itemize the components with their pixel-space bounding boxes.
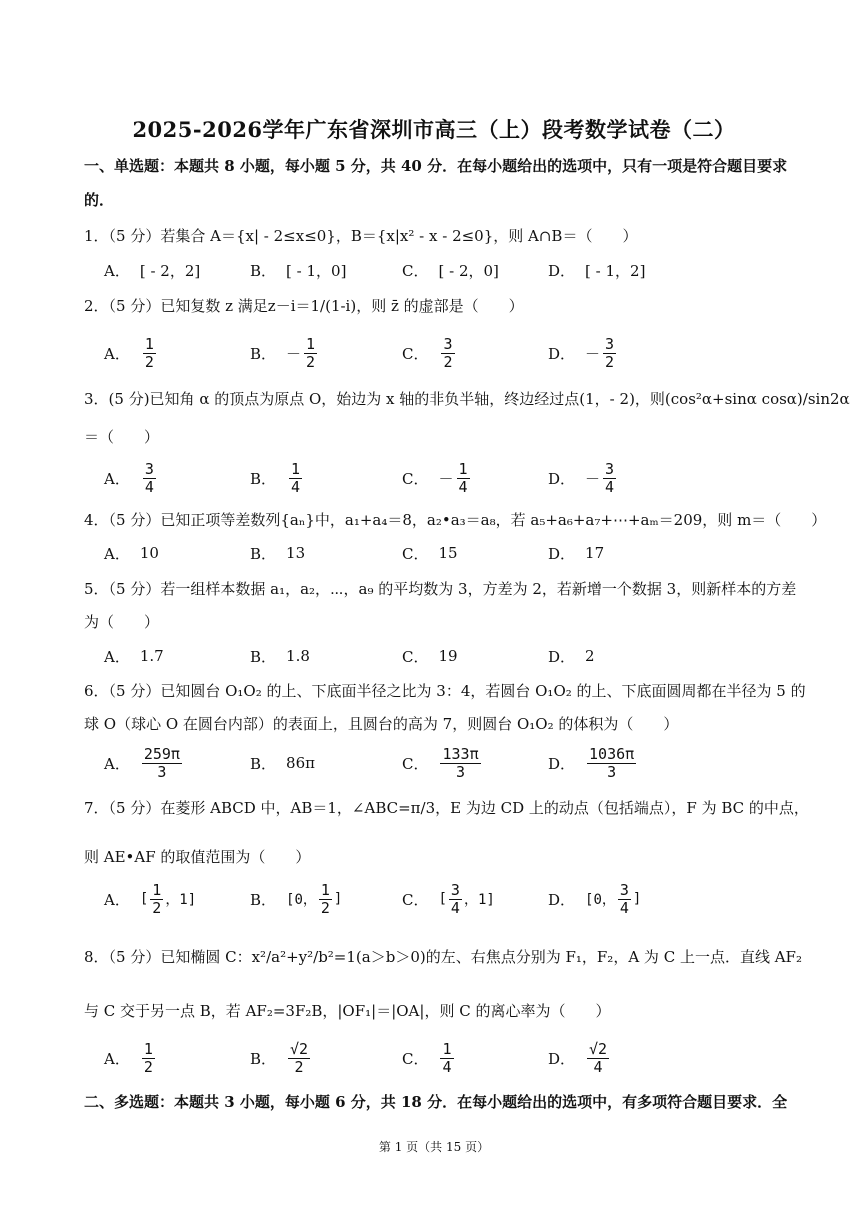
- option-c[interactable]: C． 19: [402, 647, 458, 666]
- question-1-options: [104, 250, 794, 290]
- option-d[interactable]: D． [0， $\frac{3}{4}$ ]: [548, 880, 642, 917]
- fraction: $\frac{1}{4}$: [442, 1039, 452, 1076]
- question-4-stem: 4．（5 分）已知正项等差数列{aₙ}中，a₁+a₄＝8，a₂•a₃＝a₈，若 a₅+a₆+a₇+⋯+aₘ＝209，则 m＝（ ）: [84, 511, 827, 529]
- question-7-options: [104, 879, 794, 919]
- option-a[interactable]: A． $\frac{3}{4}$: [104, 459, 154, 496]
- option-a[interactable]: A． $\frac{1}{2}$: [104, 334, 154, 371]
- section-1-heading: [84, 152, 789, 214]
- fraction: $\frac{√2}{4}$: [589, 1039, 608, 1076]
- option-d[interactable]: D． － $\frac{3}{4}$: [548, 459, 615, 496]
- question-6-options: [104, 743, 794, 783]
- question-5-options: [104, 636, 794, 676]
- option-b[interactable]: B． 1.8: [250, 647, 310, 666]
- question-1-stem: 1．（5 分）若集合 A＝{x| - 2≤x≤0}，B＝{x|x² - x - 2≤0}，则 A∩B＝（ ）: [84, 227, 638, 245]
- option-b[interactable]: B． [ - 1，0]: [250, 261, 347, 280]
- option-d[interactable]: D． 2: [548, 647, 595, 666]
- option-d[interactable]: D． $\frac{1036\pi}{3}$: [548, 744, 635, 781]
- question-2-stem: 2．（5 分）已知复数 z 满足z－i＝1/(1-i)，则 z̄ 的虚部是（ ）: [84, 297, 524, 315]
- option-c[interactable]: C． [ $\frac{3}{4}$ ，1]: [402, 880, 495, 917]
- fraction: $\frac{1}{2}$: [320, 880, 330, 917]
- fraction: $\frac{1}{4}$: [458, 459, 468, 496]
- question-3-options: [104, 458, 794, 498]
- question-8-options: [104, 1038, 794, 1078]
- option-b[interactable]: B． 13: [250, 544, 306, 563]
- option-b[interactable]: B． 86π: [250, 754, 315, 773]
- option-d[interactable]: D． $\frac{√2}{4}$: [548, 1039, 608, 1076]
- option-c[interactable]: C． $\frac{1}{4}$: [402, 1039, 452, 1076]
- question-3-stem: 3．(5 分)已知角 α 的顶点为原点 O，始边为 x 轴的非负半轴，终边经过点(1，- 2)，则(cos²α+sinα cosα)/sin2α: [84, 390, 850, 408]
- option-a[interactable]: A． $\frac{1}{2}$: [104, 1039, 153, 1076]
- question-6-stem: 6．（5 分）已知圆台 O₁O₂ 的上、下底面半径之比为 3：4，若圆台 O₁O₂ 的上、下底面圆周都在半径为 5 的: [84, 682, 806, 700]
- question-2-options: [104, 333, 794, 373]
- option-c[interactable]: C． $\frac{133\pi}{3}$: [402, 744, 479, 781]
- fraction: $\frac{3}{2}$: [443, 334, 453, 371]
- question-8-stem: 8．（5 分）已知椭圆 C：x²/a²+y²/b²=1(a＞b＞0)的左、右焦点分别为 F₁，F₂，A 为 C 上一点．直线 AF₂: [84, 948, 802, 966]
- option-b[interactable]: B． $\frac{√2}{2}$: [250, 1039, 309, 1076]
- fraction: $\frac{133\pi}{3}$: [442, 744, 479, 781]
- option-c[interactable]: C． 15: [402, 544, 458, 563]
- option-b[interactable]: B． [0， $\frac{1}{2}$ ]: [250, 880, 343, 917]
- section-1-line-2: 的．: [84, 191, 115, 209]
- option-c[interactable]: C． － $\frac{1}{4}$: [402, 459, 468, 496]
- fraction: $\frac{1036\pi}{3}$: [589, 744, 635, 781]
- fraction: $\frac{1}{2}$: [144, 334, 154, 371]
- option-a[interactable]: A． [ $\frac{1}{2}$ ，1]: [104, 880, 197, 917]
- option-c[interactable]: C． $\frac{3}{2}$: [402, 334, 453, 371]
- option-a[interactable]: A． [ - 2，2]: [104, 261, 201, 280]
- question-4-options: [104, 533, 794, 573]
- section-1-line-1: 一、单选题：本题共 8 小题，每小题 5 分，共 40 分．在每小题给出的选项中，只有一项是符合题目要求: [84, 157, 788, 175]
- fraction: $\frac{3}{4}$: [450, 880, 460, 917]
- option-b[interactable]: B． － $\frac{1}{2}$: [250, 334, 316, 371]
- option-d[interactable]: D． [ - 1，2]: [548, 261, 646, 280]
- question-7-stem-cont: 则 AE•AF 的取值范围为（ ）: [84, 848, 311, 866]
- question-8-stem-cont: 与 C 交于另一点 B，若 AF₂=3F₂B，|OF₁|＝|OA|，则 C 的离心率为（ ）: [84, 1002, 611, 1020]
- fraction: $\frac{3}{2}$: [605, 334, 615, 371]
- option-a[interactable]: A． 1.7: [104, 647, 164, 666]
- fraction: $\frac{1}{2}$: [306, 334, 316, 371]
- option-c[interactable]: C． [ - 2，0]: [402, 261, 499, 280]
- question-5-stem: 5．（5 分）若一组样本数据 a₁，a₂，⋯，a₉ 的平均数为 3，方差为 2，若新增一个数据 3，则新样本的方差: [84, 580, 797, 598]
- question-7-stem: 7．（5 分）在菱形 ABCD 中，AB＝1，∠ABC=π/3，E 为边 CD 上的动点（包括端点），F 为 BC 的中点，: [84, 799, 809, 817]
- fraction: $\frac{1}{4}$: [291, 459, 301, 496]
- section-2-heading: [84, 1088, 789, 1116]
- option-d[interactable]: D． 17: [548, 544, 605, 563]
- question-5-stem-cont: 为（ ）: [84, 613, 160, 631]
- option-a[interactable]: A． 10: [104, 544, 159, 563]
- fraction: $\frac{3}{4}$: [144, 459, 154, 496]
- section-2-line-1: 二、多选题：本题共 3 小题，每小题 6 分，共 18 分．在每小题给出的选项中，有多项符合题目要求．全: [84, 1093, 788, 1111]
- question-3-stem-cont: ＝（ ）: [84, 428, 160, 446]
- option-b[interactable]: B． $\frac{1}{4}$: [250, 459, 301, 496]
- exam-title: 2025-2026学年广东省深圳市高三（上）段考数学试卷（二）: [132, 117, 736, 142]
- option-a[interactable]: A． $\frac{259\pi}{3}$: [104, 744, 180, 781]
- fraction: $\frac{√2}{2}$: [290, 1039, 309, 1076]
- fraction: $\frac{1}{2}$: [143, 1039, 153, 1076]
- fraction: $\frac{3}{4}$: [619, 880, 629, 917]
- question-6-stem-cont: 球 O（球心 O 在圆台内部）的表面上，且圆台的高为 7，则圆台 O₁O₂ 的体积为（ ）: [84, 715, 679, 733]
- fraction: $\frac{259\pi}{3}$: [143, 744, 180, 781]
- fraction: $\frac{3}{4}$: [605, 459, 615, 496]
- option-d[interactable]: D． － $\frac{3}{2}$: [548, 334, 615, 371]
- page-footer: 第 1 页（共 15 页）: [378, 1140, 490, 1154]
- fraction: $\frac{1}{2}$: [152, 880, 162, 917]
